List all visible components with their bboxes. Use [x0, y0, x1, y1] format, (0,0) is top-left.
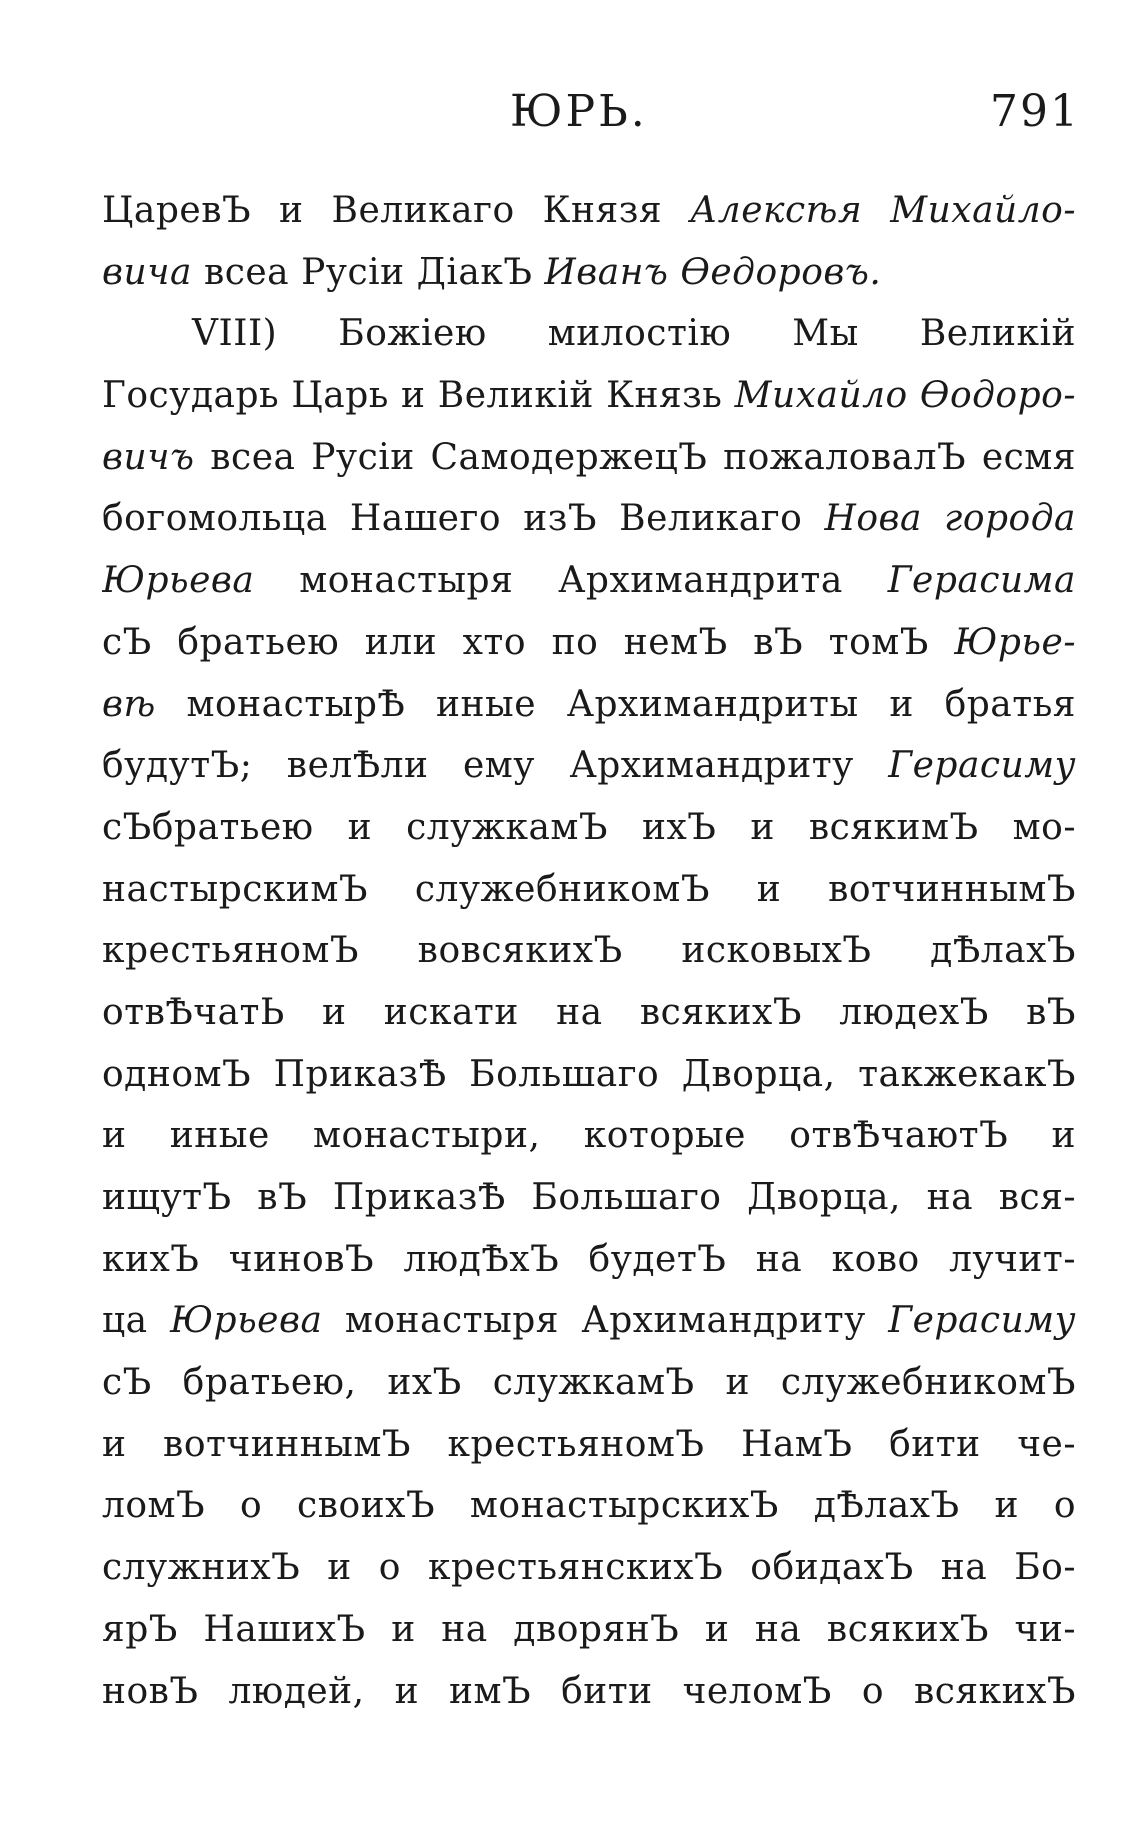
text-line: [102, 735, 1076, 797]
italic-name-segment: Иванъ Ѳедоровъ.: [544, 251, 882, 293]
italic-name-segment: Михайло Ѳодоро-: [734, 375, 1076, 417]
text-line: [102, 1044, 1076, 1106]
text-segment: крестьяномЪ вовсякихЪ исковыхЪ дѢлахЪ: [102, 930, 1076, 972]
text-line: [102, 427, 1076, 489]
text-line: [102, 1290, 1076, 1352]
page-number: 791: [990, 86, 1080, 137]
text-segment: монастырѢ иные Архимандриты и братья: [155, 683, 1076, 725]
text-segment: богомольца Нашего изЪ Великаго: [102, 498, 825, 540]
text-line: [102, 550, 1076, 612]
text-line: [102, 859, 1076, 921]
text-line: [102, 982, 1076, 1044]
text-segment: ярЪ НашихЪ и на дворянЪ и на всякихЪ чи-: [102, 1608, 1076, 1650]
text-line: [102, 920, 1076, 982]
text-segment: одномЪ ПриказѢ Большаго Дворца, такжекакЪ: [102, 1053, 1076, 1095]
text-line: [102, 303, 1076, 365]
text-segment: отвѢчатЬ и искати на всякихЪ людехЪ вЪ: [102, 991, 1076, 1033]
italic-name-segment: вича: [102, 251, 192, 293]
italic-name-segment: Юрьева: [102, 560, 255, 602]
text-segment: монастыря Архимандрита: [254, 560, 888, 602]
text-segment: настырскимЪ служебникомЪ и вотчиннымЪ: [102, 868, 1076, 910]
italic-name-segment: Нова города: [824, 498, 1076, 540]
text-line: [102, 1414, 1076, 1476]
text-segment: будутЪ; велѢли ему Архимандриту: [102, 745, 889, 787]
text-line: [102, 242, 1076, 304]
italic-name-segment: Юрьева: [170, 1300, 323, 1342]
text-line: [102, 1599, 1076, 1661]
text-segment: всеа Русіи СамодержецЪ пожаловалЪ есмя: [194, 436, 1076, 478]
text-segment: сЪбратьею и служкамЪ ихЪ и всякимЪ мо-: [102, 806, 1076, 848]
text-segment: VIII) Божіею милостію Мы Великій: [192, 313, 1076, 355]
body-text: [102, 180, 1076, 1722]
text-line: [102, 1661, 1076, 1723]
text-line: [102, 612, 1076, 674]
text-segment: всеа Русіи ДіакЪ: [192, 251, 545, 293]
text-line: [102, 1537, 1076, 1599]
text-line: [102, 365, 1076, 427]
text-segment: Государь Царь и Великій Князь: [102, 375, 735, 417]
text-line: [102, 1475, 1076, 1537]
italic-name-segment: Алексѣя Михайло-: [690, 190, 1076, 231]
text-line: [102, 674, 1076, 736]
text-segment: ищутЪ вЪ ПриказѢ Большаго Дворца, на вся-: [102, 1177, 1076, 1218]
text-line: [102, 1352, 1076, 1414]
text-line: [102, 1229, 1076, 1291]
italic-name-segment: вѣ: [102, 683, 156, 725]
italic-name-segment: Герасима: [887, 560, 1076, 602]
text-segment: сЪ братьею или хто по немЪ вЪ томЪ: [102, 621, 955, 663]
italic-name-segment: Герасиму: [888, 1300, 1076, 1342]
text-segment: ломЪ о своихЪ монастырскихЪ дѢлахЪ и о: [102, 1485, 1076, 1527]
text-line: [102, 488, 1076, 550]
italic-name-segment: вичъ: [102, 436, 195, 478]
italic-name-segment: Юрье-: [954, 621, 1076, 663]
text-line: [102, 1105, 1076, 1167]
text-line: [102, 1167, 1076, 1229]
text-segment: сЪ братьею, ихЪ служкамЪ и служебникомЪ: [102, 1362, 1076, 1404]
text-line: [102, 797, 1076, 859]
text-segment: ЦаревЪ и Великаго Князя: [102, 190, 691, 231]
text-segment: монастыря Архимандриту: [322, 1300, 889, 1342]
text-segment: и вотчиннымЪ крестьяномЪ НамЪ бити че-: [102, 1423, 1076, 1465]
text-segment: ца: [102, 1300, 171, 1342]
running-head: [0, 82, 1140, 142]
text-segment: служнихЪ и о крестьянскихЪ обидахЪ на Бо-: [102, 1547, 1076, 1589]
running-head-title: ЮРЬ.: [510, 86, 648, 137]
text-segment: и иные монастыри, которые отвѢчаютЪ и: [102, 1115, 1076, 1157]
text-line: [102, 180, 1076, 242]
text-segment: кихЪ чиновЪ людѢхЪ будетЪ на ково лучит-: [102, 1238, 1076, 1280]
text-segment: новЪ людей, и имЪ бити челомЪ о всякихЪ: [102, 1670, 1076, 1712]
italic-name-segment: Герасиму: [888, 745, 1076, 787]
